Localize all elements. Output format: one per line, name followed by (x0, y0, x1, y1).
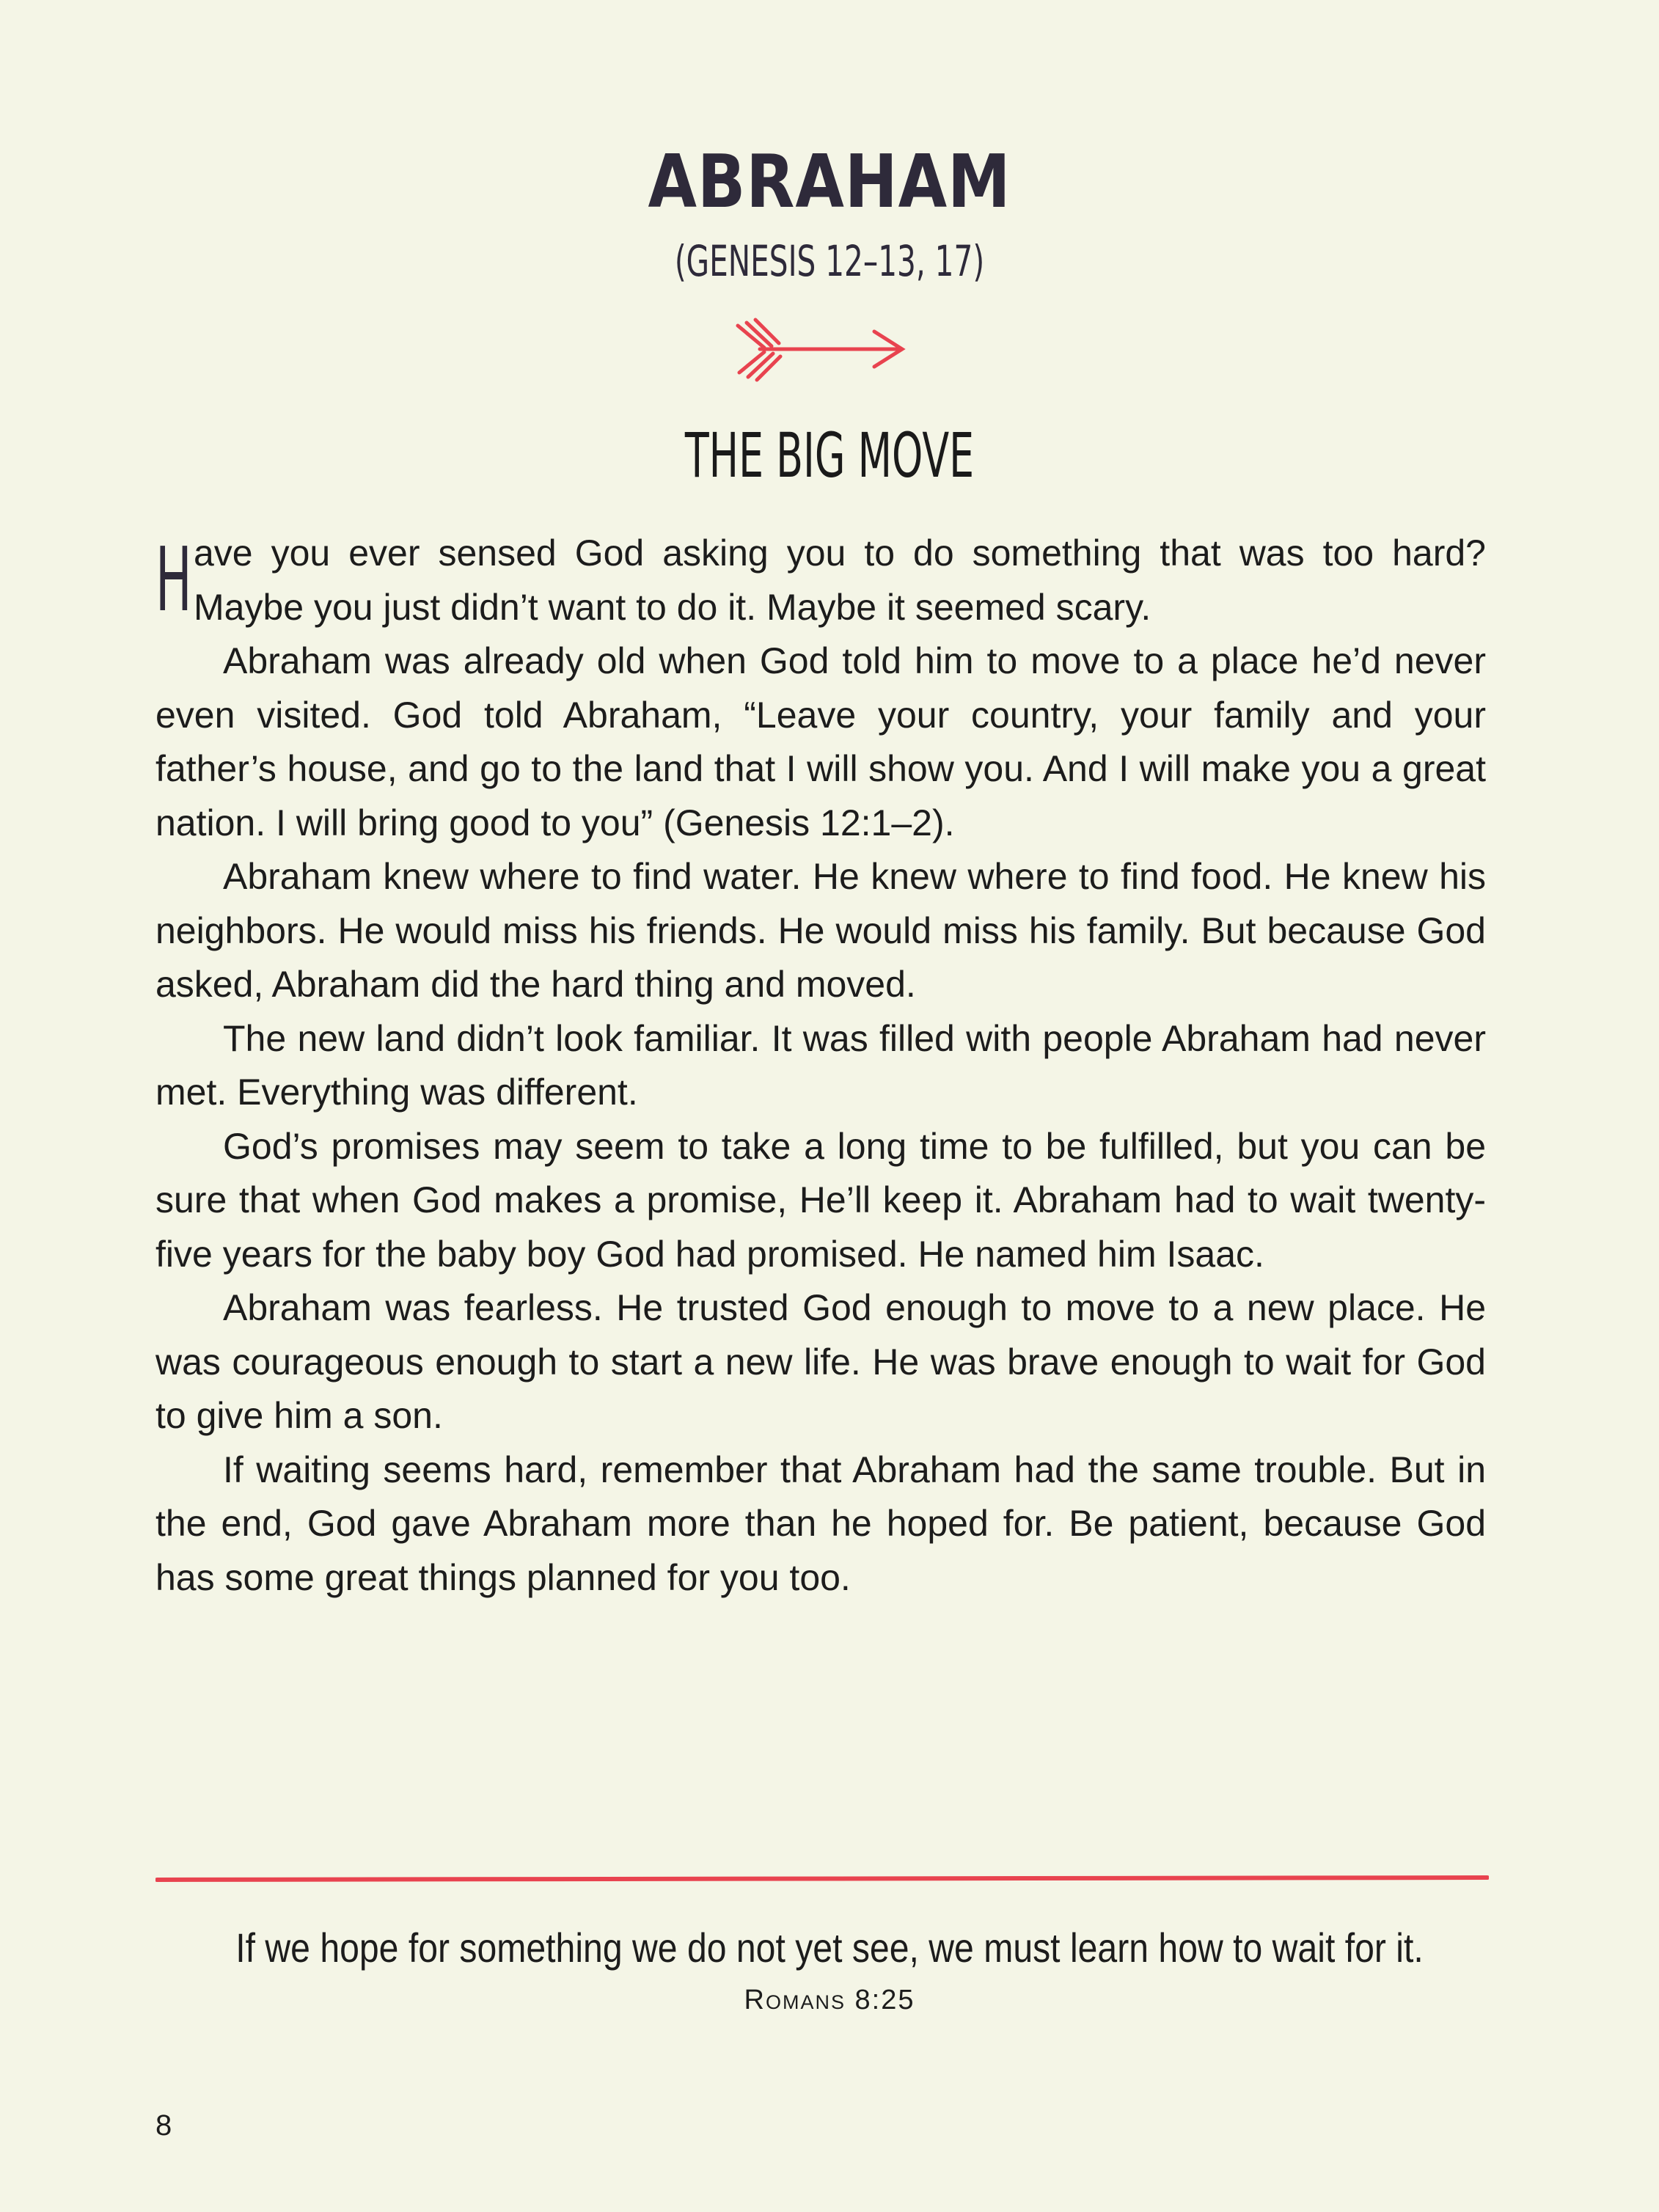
scripture-reference: (GENESIS 12–13, 17) (674, 236, 985, 286)
paragraph (155, 527, 1486, 634)
paragraph: If waiting seems hard, remember that Abraham had the same trouble. But in the end, God gave Abraham more than he hoped for. Be patient, because God has some great things planned for you too. (155, 1449, 1486, 1598)
arrow-right-icon (730, 311, 907, 384)
section-subtitle: THE BIG MOVE (684, 420, 975, 491)
scripture-citation: Romans 8:25 (744, 1985, 915, 2015)
paragraph: Abraham knew where to find water. He knew where to find food. He knew his neighbors. He would miss his friends. He would miss his family. But because God asked, Abraham did the hard thing and moved. (155, 856, 1486, 1005)
paragraph: God’s promises may seem to take a long time to be fulfilled, but you can be sure that when God makes a promise, He’ll keep it. Abraham had to wait twenty-five years for the baby boy God had promised. He named him Isaac. (155, 1125, 1486, 1275)
paragraph-text: ave you ever sensed God asking you to do something that was too hard? Maybe you just didn’t want to do it. Maybe it seemed scary. (194, 532, 1486, 628)
drop-cap: H (155, 530, 192, 631)
paragraph: Abraham was already old when God told him to move to a place he’d never even visited. God told Abraham, “Leave your country, your family and your father’s house, and go to the land that I will show you. And I will make you a great nation. I will bring good to you” (Genesis 12:1–2). (155, 640, 1486, 843)
paragraph: The new land didn’t look familiar. It was filled with people Abraham had never met. Everything was different. (155, 1017, 1486, 1113)
story-body (155, 527, 1486, 1605)
page-number: 8 (155, 2109, 172, 2142)
paragraph: Abraham was fearless. He trusted God enough to move to a new place. He was courageous enough to start a new life. He was brave enough to wait for God to give him a son. (155, 1287, 1486, 1436)
chapter-title: ABRAHAM (648, 139, 1011, 224)
divider-line (155, 1873, 1489, 1885)
scripture-quote: If we hope for something we do not yet see, we must learn how to wait for it. (235, 1924, 1424, 1971)
